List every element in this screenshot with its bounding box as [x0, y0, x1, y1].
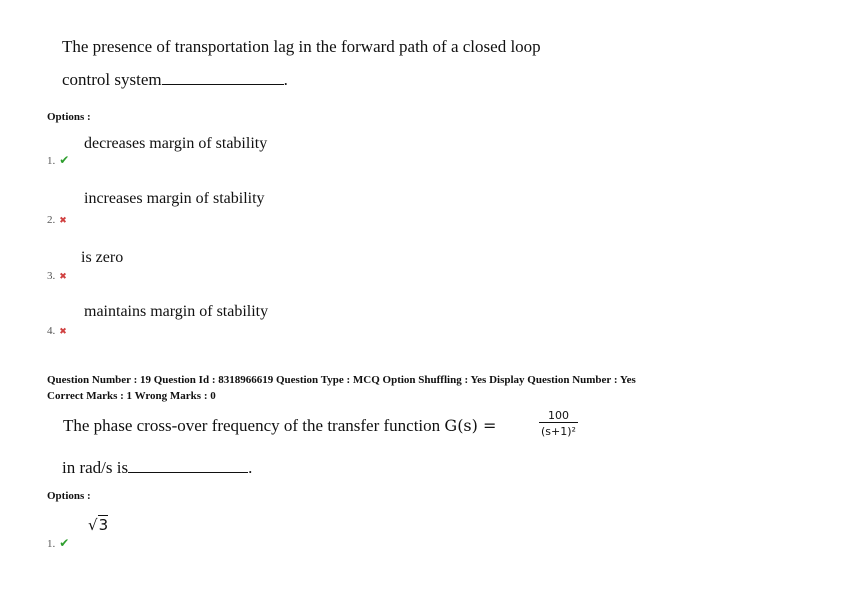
q19-option-1-number: 1.: [47, 538, 56, 550]
q19-option-1-marker: [47, 534, 69, 552]
q19-line2-end: .: [248, 458, 253, 477]
answer-blank: [162, 84, 284, 85]
q19-function: G(s) =: [444, 416, 497, 435]
q18-line2-end: .: [283, 70, 288, 89]
q18-text-line2-label: control system: [62, 70, 162, 89]
q19-text-part1: The phase cross-over frequency of the transfer function: [63, 416, 445, 435]
q19-text-line1: [63, 416, 496, 436]
q18-option-1-marker: [47, 151, 69, 169]
q18-text-line1: The presence of transportation lag in the forward path of a closed loop: [62, 37, 541, 56]
q18-option-2-number: 2.: [47, 214, 56, 226]
check-icon: ✔: [59, 153, 70, 167]
sqrt-radicand: 3: [98, 516, 109, 534]
answer-blank: [128, 472, 248, 473]
q18-option-3-marker: [47, 266, 67, 284]
sqrt-sign: √: [88, 516, 98, 534]
check-icon: ✔: [59, 536, 70, 550]
q18-option-1-number: 1.: [47, 155, 56, 167]
cross-icon: ✖: [59, 215, 67, 225]
q18-text-line2: [62, 70, 288, 90]
q19-text-line2: [62, 458, 252, 478]
q19-fraction-numerator: 100: [547, 409, 569, 422]
q18-option-4-text: maintains margin of stability: [84, 303, 269, 320]
q19-meta-line2: Correct Marks : 1 Wrong Marks : 0: [47, 390, 216, 402]
q19-fraction: [539, 409, 578, 438]
cross-icon: ✖: [59, 271, 67, 281]
q19-options-label: Options :: [47, 490, 91, 502]
q19-text-line2-label: in rad/s is: [62, 458, 129, 477]
q18-option-3-text: is zero: [81, 249, 124, 266]
q19-fraction-denominator: (s+1)²: [539, 422, 578, 438]
q19-meta-line1: Question Number : 19 Question Id : 8318966619 Question Type : MCQ Option Shuffling : Yes Display Question Number : Yes: [47, 374, 636, 386]
q18-option-3-number: 3.: [47, 270, 56, 282]
q18-option-4-number: 4.: [47, 325, 56, 337]
cross-icon: ✖: [59, 326, 67, 336]
q18-options-label: Options :: [47, 111, 91, 123]
q18-option-2-marker: [47, 210, 67, 228]
q19-option-1-text: [88, 516, 108, 534]
q18-option-2-text: increases margin of stability: [84, 190, 265, 207]
q18-option-1-text: decreases margin of stability: [84, 135, 268, 152]
q18-option-4-marker: [47, 321, 67, 339]
